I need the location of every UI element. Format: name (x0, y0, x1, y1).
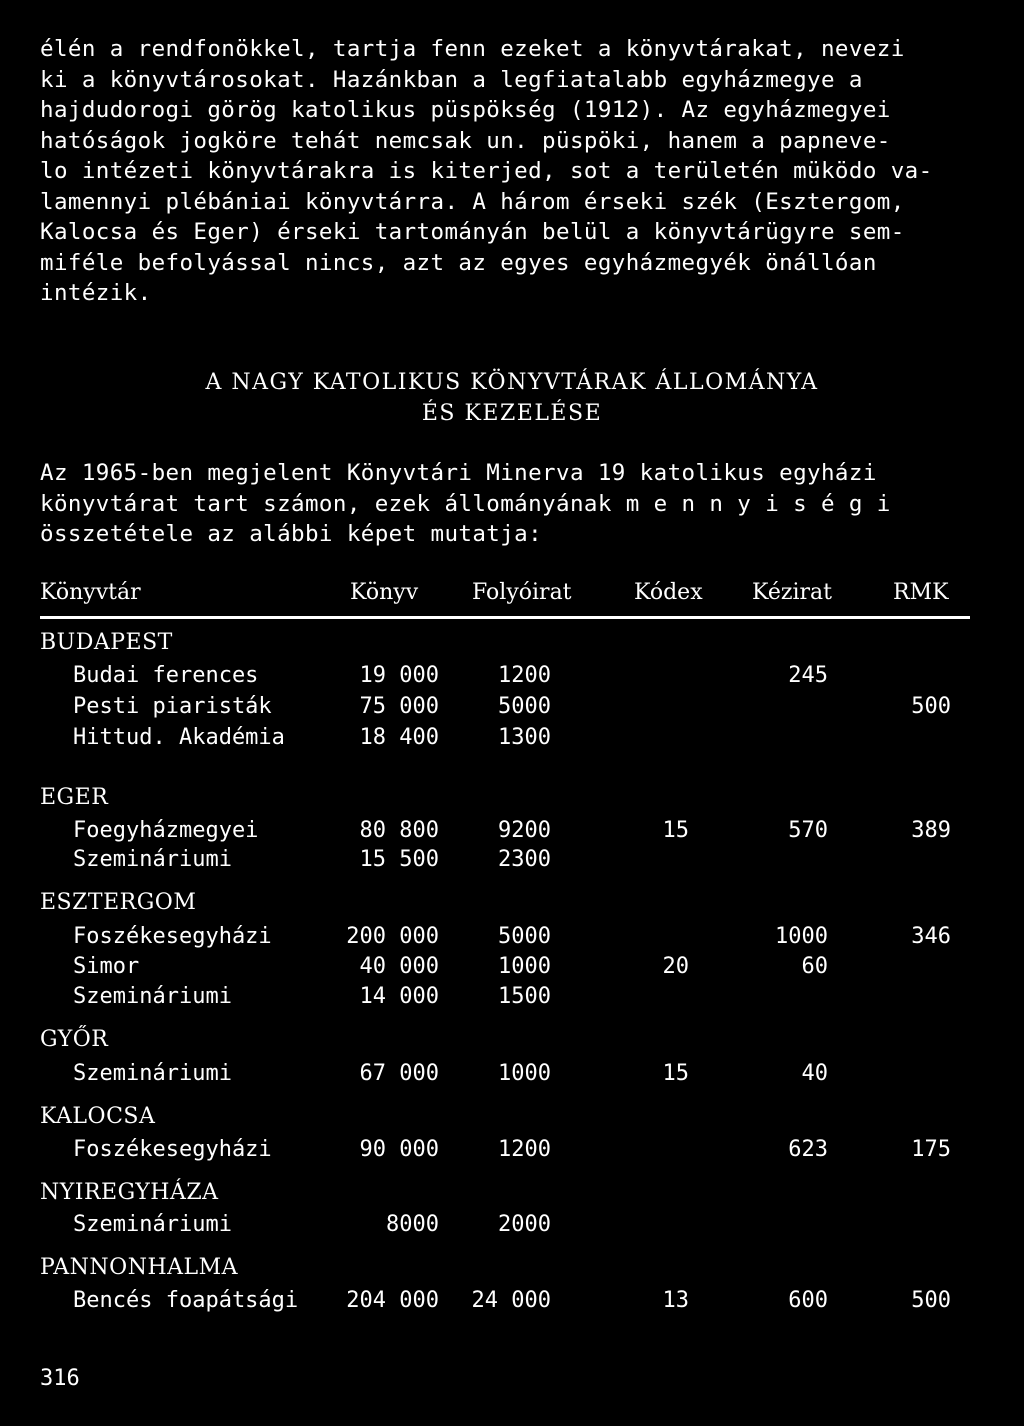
city-heading: NYIREGYHÁZA (40, 1180, 219, 1205)
rmk-value: 500 (911, 694, 951, 719)
library-name: Foszékesegyházi (73, 1137, 272, 1162)
library-name: Szemináriumi (73, 984, 232, 1009)
books-value: 90 000 (359, 1137, 439, 1162)
city-heading: PANNONHALMA (40, 1255, 239, 1280)
section-heading-line2: ÉS KEZELÉSE (421, 401, 603, 426)
library-name: Foegyházmegyei (73, 818, 259, 843)
text-line: Az 1965-ben megjelent Könyvtári Minerva 19 katolikus egyházi (40, 460, 877, 486)
library-name: Pesti piaristák (73, 694, 272, 719)
city-heading: EGER (40, 785, 109, 810)
text-line: intézik. (40, 280, 152, 306)
manuscripts-value: 40 (801, 1061, 828, 1086)
manuscripts-value: 600 (788, 1288, 828, 1313)
periodicals-value: 1300 (498, 725, 551, 750)
library-name: Budai ferences (73, 663, 259, 688)
manuscripts-value: 623 (788, 1137, 828, 1162)
books-value: 80 800 (359, 818, 439, 843)
books-value: 19 000 (359, 663, 439, 688)
library-name: Simor (73, 954, 140, 979)
library-name: Bencés foapátsági (73, 1288, 299, 1313)
table-intro-paragraph (40, 458, 984, 550)
manuscripts-value: 245 (788, 663, 828, 688)
periodicals-value: 24 000 (471, 1288, 551, 1313)
books-value: 200 000 (346, 924, 439, 949)
periodicals-value: 1200 (498, 663, 551, 688)
rmk-value: 175 (911, 1137, 951, 1162)
city-heading: ESZTERGOM (40, 890, 197, 915)
periodicals-value: 5000 (498, 694, 551, 719)
books-value: 8000 (386, 1212, 439, 1237)
section-heading: A NAGY KATOLIKUS KÖNYVTÁRAK ÁLLOMÁNYA (205, 370, 819, 395)
manuscripts-value: 60 (801, 954, 828, 979)
books-value: 40 000 (359, 954, 439, 979)
text-line: összetétele az alábbi képet mutatja: (40, 521, 543, 547)
periodicals-value: 9200 (498, 818, 551, 843)
periodicals-value: 1000 (498, 954, 551, 979)
books-value: 67 000 (359, 1061, 439, 1086)
text-line: lamennyi plébániai könyvtárra. A három érseki szék (Esztergom, (40, 188, 905, 215)
text-line: élén a rendfonökkel, tartja fenn ezeket a könyvtárakat, nevezi (40, 36, 905, 62)
intro-paragraph (40, 34, 984, 309)
text-line: lo intézeti könyvtárakra is kiterjed, sot a területén müködo va- (40, 158, 933, 184)
rmk-value: 346 (911, 924, 951, 949)
col-header-books: Könyv (350, 580, 419, 605)
col-header-rmk: RMK (893, 580, 949, 605)
codices-value: 20 (662, 954, 689, 979)
codices-value: 15 (662, 1061, 689, 1086)
city-heading: KALOCSA (40, 1104, 156, 1129)
city-heading: BUDAPEST (40, 630, 173, 655)
manuscripts-value: 570 (788, 818, 828, 843)
codices-value: 13 (662, 1288, 689, 1313)
col-header-codices: Kódex (634, 580, 703, 605)
books-value: 14 000 (359, 984, 439, 1009)
page-number: 316 (40, 1366, 80, 1391)
text-line: hajdudorogi görög katolikus püspökség (1912). Az egyházmegyei (40, 97, 891, 123)
rmk-value: 500 (911, 1288, 951, 1313)
library-name: Szemináriumi (73, 1212, 232, 1237)
periodicals-value: 5000 (498, 924, 551, 949)
books-value: 18 400 (359, 725, 439, 750)
books-value: 204 000 (346, 1288, 439, 1313)
text-line: Kalocsa és Eger) érseki tartományán belül a könyvtárügyre sem- (40, 219, 905, 245)
manuscripts-value: 1000 (775, 924, 828, 949)
periodicals-value: 2000 (498, 1212, 551, 1237)
books-value: 75 000 (359, 694, 439, 719)
header-rule (40, 616, 970, 619)
library-name: Hittud. Akadémia (73, 725, 285, 750)
city-heading: GYŐR (40, 1027, 109, 1052)
col-header-library: Könyvtár (40, 580, 141, 605)
text-line: hatóságok jogköre tehát nemcsak un. püspöki, hanem a papneve- (40, 127, 891, 154)
library-name: Foszékesegyházi (73, 924, 272, 949)
col-header-manuscripts: Kézirat (752, 580, 832, 605)
text-line: ki a könyvtárosokat. Hazánkban a legfiatalabb egyházmegye a (40, 66, 863, 93)
text-line: miféle befolyással nincs, azt az egyes egyházmegyék önállóan (40, 249, 877, 276)
col-header-periodicals: Folyóirat (472, 580, 572, 605)
library-name: Szemináriumi (73, 847, 232, 872)
periodicals-value: 1500 (498, 984, 551, 1009)
books-value: 15 500 (359, 847, 439, 872)
periodicals-value: 2300 (498, 847, 551, 872)
library-name: Szemináriumi (73, 1061, 232, 1086)
periodicals-value: 1200 (498, 1137, 551, 1162)
periodicals-value: 1000 (498, 1061, 551, 1086)
codices-value: 15 (662, 818, 689, 843)
rmk-value: 389 (911, 818, 951, 843)
text-line: könyvtárat tart számon, ezek állományának m e n n y i s é g i (40, 490, 891, 517)
